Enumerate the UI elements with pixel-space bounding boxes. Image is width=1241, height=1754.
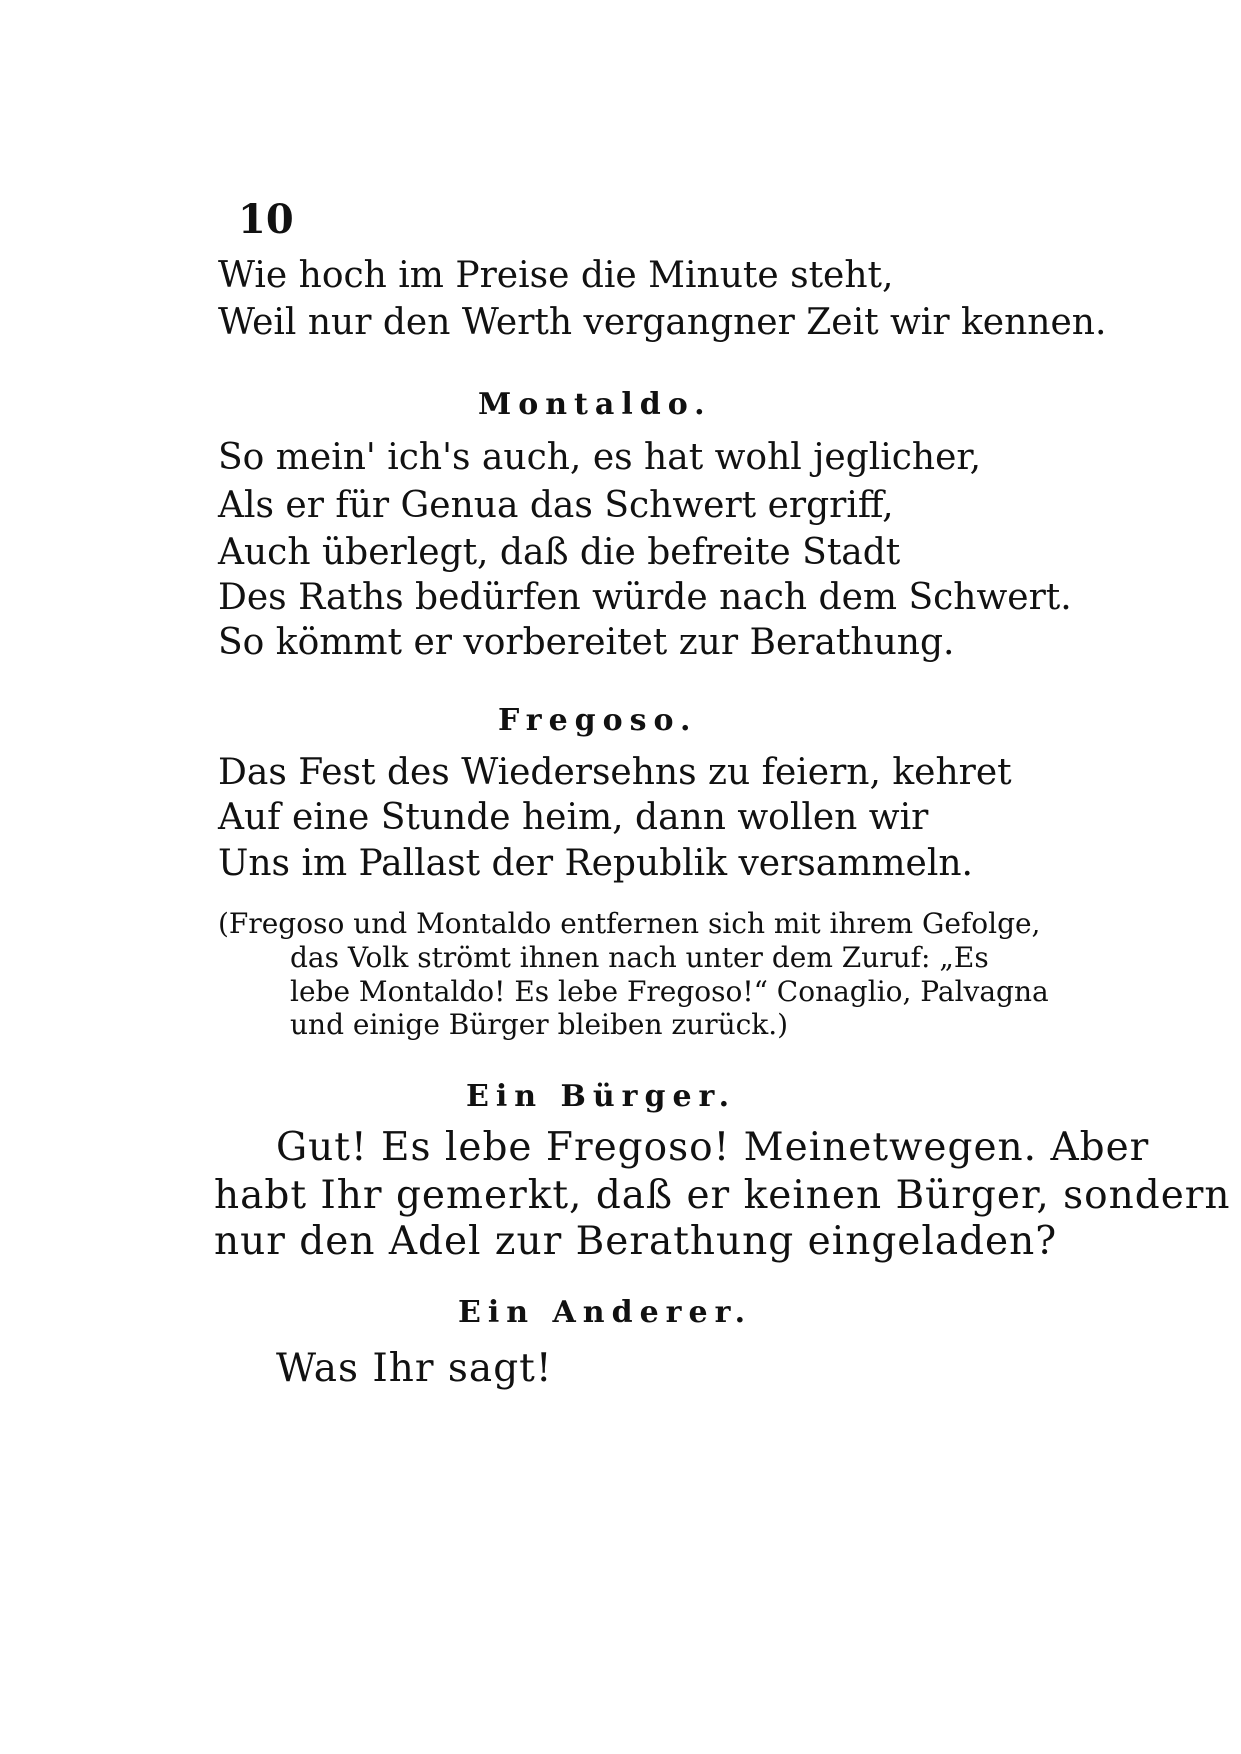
speaker-name-anderer: Ein Anderer. [458,1295,753,1330]
verse-line: Weil nur den Werth vergangner Zeit wir kennen. [218,302,1107,343]
verse-line: Als er für Genua das Schwert ergriff, [218,485,894,526]
stage-direction-line: und einige Bürger bleiben zurück.) [290,1008,789,1041]
verse-line: So mein' ich's auch, es hat wohl jeglicher, [218,437,982,478]
prose-line: nur den Adel zur Berathung eingeladen? [214,1219,1058,1264]
prose-line: Was Ihr sagt! [276,1346,553,1391]
speaker-name-montaldo: Montaldo. [478,387,712,422]
verse-line: Des Raths bedürfen würde nach dem Schwert. [218,577,1072,618]
stage-direction-line: lebe Montaldo! Es lebe Fregoso!“ Conaglio, Palvagna [290,975,1049,1008]
speaker-name-fregoso: Fregoso. [498,703,698,738]
verse-line: Auch überlegt, daß die befreite Stadt [218,532,901,573]
speaker-name-buerger: Ein Bürger. [466,1079,737,1114]
verse-line: Wie hoch im Preise die Minute steht, [218,255,894,296]
stage-direction-line: (Fregoso und Montaldo entfernen sich mit ihrem Gefolge, [218,907,1041,940]
verse-line: Uns im Pallast der Republik versammeln. [218,843,973,884]
page-number: 10 [238,196,294,243]
prose-line: habt Ihr gemerkt, daß er keinen Bürger, sondern [214,1173,1231,1218]
verse-line: Das Fest des Wiedersehns zu feiern, kehret [218,752,1012,793]
verse-line: Auf eine Stunde heim, dann wollen wir [218,797,929,838]
stage-direction-line: das Volk strömt ihnen nach unter dem Zuruf: „Es [290,941,989,974]
verse-line: So kömmt er vorbereitet zur Berathung. [218,622,955,663]
prose-line: Gut! Es lebe Fregoso! Meinetwegen. Aber [276,1125,1150,1170]
